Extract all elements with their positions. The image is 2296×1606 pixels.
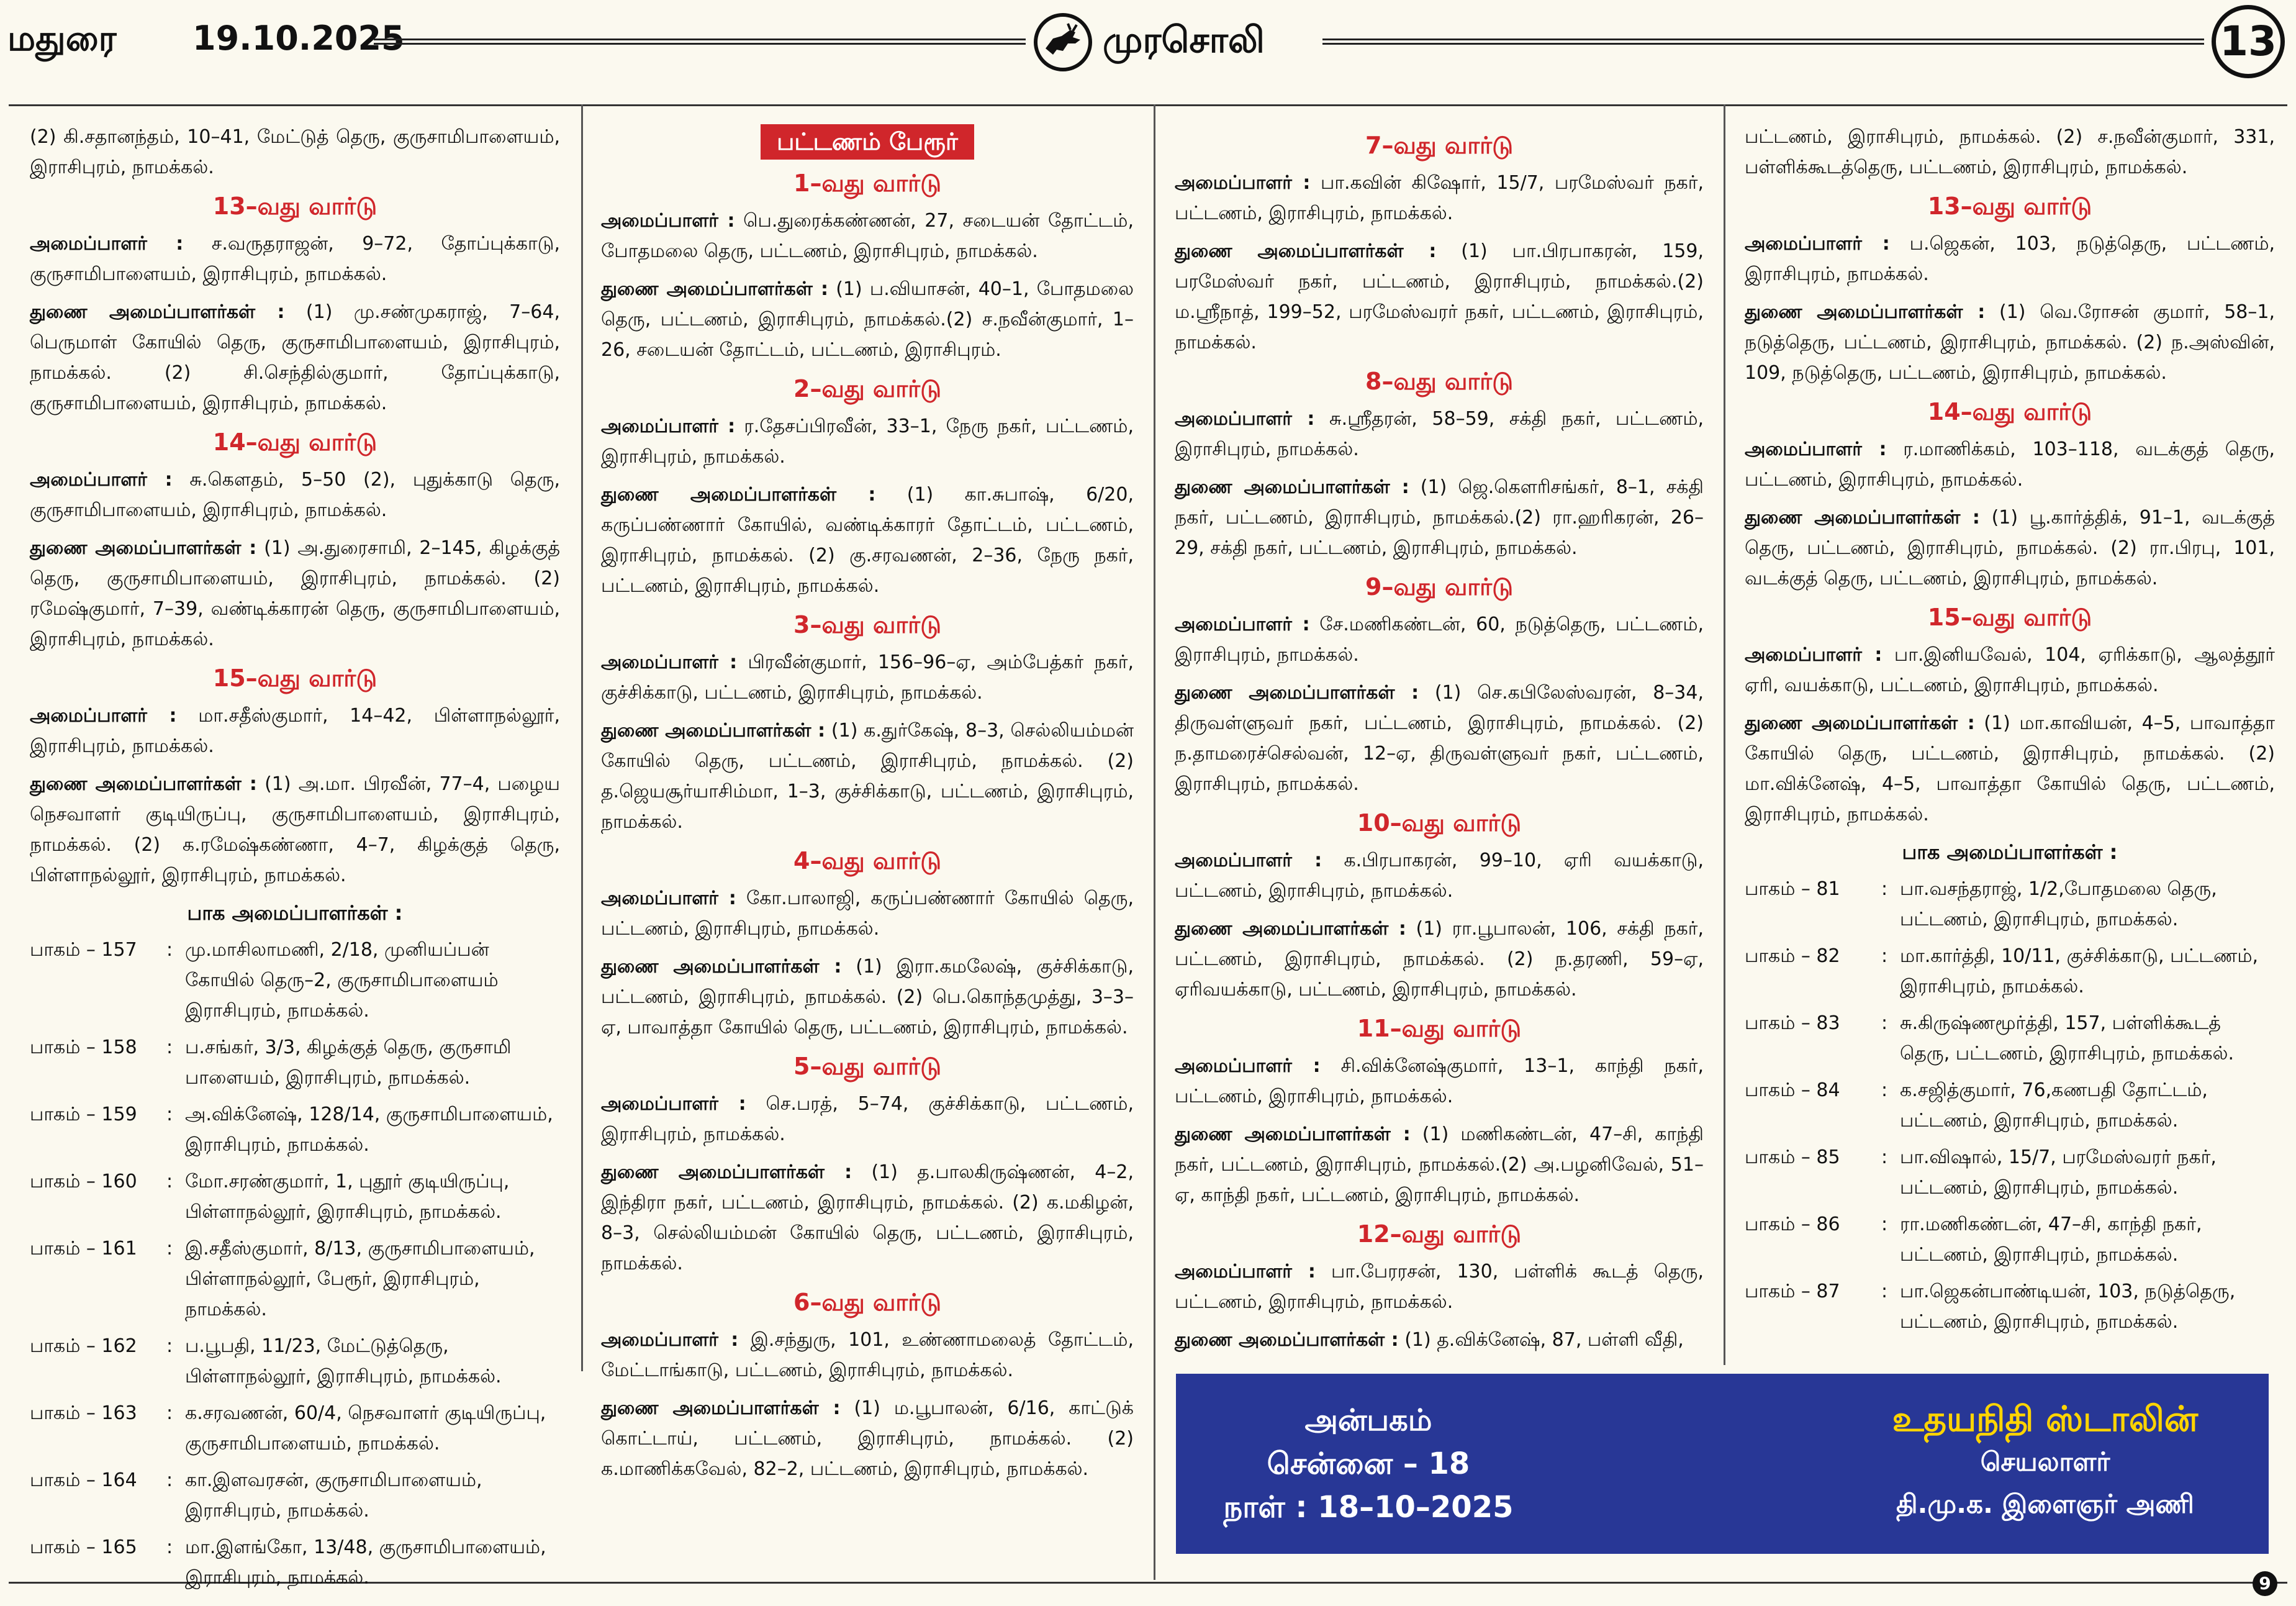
signatory-role: செயலாளர் <box>1980 1446 2110 1477</box>
organiser-text: அமைப்பாளர் : இ.சந்துரு, 101, உண்ணாமலைத் தோட்டம், மேட்டாங்காடு, பட்டணம், இராசிபுரம், நாமக்கல். <box>601 1329 1134 1381</box>
booth-organiser: பா.விஷால், 15/7, பரமேஸ்வரர் நகர், பட்டணம், இராசிபுரம், நாமக்கல். <box>1900 1146 2217 1199</box>
booth-organiser: சு.கிருஷ்ணமூர்த்தி, 157, பள்ளிக்கூடத் தெரு, பட்டணம், இராசிபுரம், நாமக்கல். <box>1900 1012 2234 1064</box>
booth-organiser: மு.மாசிலாமணி, 2/18, முனியப்பன் கோயில் தெரு–2, குருசாமிபாளையம் இராசிபுரம், நாமக்கல். <box>185 939 499 1022</box>
deputy-organisers-text: துணை அமைப்பாளர்கள் : (1) க.துர்கேஷ், 8–3, செல்லியம்மன் கோயில் தெரு, பட்டணம், இராசிபுரம், நாமக்கல். (2) த.ஜெயசூர்யாசிம்மா, 1–3, குச்சிக்காடு, பட்டணம், இராசிபுரம், நாமக்கல். <box>601 720 1134 833</box>
organiser-text: அமைப்பாளர் : சே.மணிகண்டன், 60, நடுத்தெரு, பட்டணம், இராசிபுரம், நாமக்கல். <box>1175 614 1704 666</box>
deputy-organisers-text: துணை அமைப்பாளர்கள் : (1) கா.சுபாஷ், 6/20, கருப்பண்ணார் கோயில், வண்டிக்காரர் தோட்டம், பட்டணம், இராசிபுரம், நாமக்கல். (2) கு.சரவணன், 2–36, நேரு நகர், பட்டணம், இராசிபுரம், நாமக்கல். <box>601 484 1134 597</box>
edition-date: 19.10.2025 <box>192 19 405 58</box>
body-text: (2) கி.சதானந்தம், 10–41, மேட்டுத் தெரு, குருசாமிபாளையம், இராசிபுரம், நாமக்கல். <box>30 126 560 178</box>
bull-logo-icon <box>1032 11 1094 73</box>
organiser-text: அமைப்பாளர் : பெ.துரைக்கண்ணன், 27, சடையன் தோட்டம், போதமலை தெரு, பட்டணம், இராசிபுரம், நாமக்கல். <box>601 210 1134 262</box>
organiser-text: அமைப்பாளர் : பா.பேரரசன், 130, பள்ளிக் கூடத் தெரு, பட்டணம், இராசிபுரம், நாமக்கல். <box>1175 1261 1704 1313</box>
deputy-organisers-text: துணை அமைப்பாளர்கள் : (1) பூ.கார்த்திக், 91–1, வடக்குத் தெரு, பட்டணம், இராசிபுரம், நாமக்கல். (2) ரா.பிரபு, 101, வடக்குத் தெரு, பட்டணம், இராசிபுரம், நாமக்கல். <box>1745 507 2275 589</box>
booth-row: பாகம் – 162 : ப.பூபதி, 11/23, மேட்டுத்தெரு, பிள்ளாநல்லூர், இராசிபுரம், நாமக்கல். <box>30 1331 560 1392</box>
booth-organiser: மா.இளங்கோ, 13/48, குருசாமிபாளையம், இராசிபுரம், நாமக்கல். <box>185 1536 546 1589</box>
deputy-organisers-text: துணை அமைப்பாளர்கள் : (1) த.விக்னேஷ், 87, பள்ளி வீதி, <box>1175 1329 1684 1351</box>
page-number-badge: 13 <box>2212 5 2285 78</box>
edition-city: மதுரை <box>7 19 117 59</box>
booth-row: பாகம் – 164 : கா.இளவரசன், குருசாமிபாளையம், இராசிபுரம், நாமக்கல். <box>30 1465 560 1526</box>
deputy-organisers-text: துணை அமைப்பாளர்கள் : (1) வெ.ரோசன் குமார், 58–1, நடுத்தெரு, பட்டணம், இராசிபுரம், நாமக்கல். (2) ந.அஸ்வின், 109, நடுத்தெரு, பட்டணம், இராசிபுரம், நாமக்கல். <box>1745 301 2275 384</box>
booth-row: பாகம் – 159 : அ.விக்னேஷ், 128/14, குருசாமிபாளையம், இராசிபுரம், நாமக்கல். <box>30 1099 560 1160</box>
footer-page-badge: 9 <box>2253 1571 2277 1596</box>
column-2 <box>601 122 1134 1492</box>
ward-heading: 6–வது வார்டு <box>793 1289 941 1316</box>
deputy-organisers-text: துணை அமைப்பாளர்கள் : (1) மணிகண்டன், 47–சி, காந்தி நகர், பட்டணம், இராசிபுரம், நாமக்கல்.(2) அ.பழனிவேல், 51–ஏ, காந்தி நகர், பட்டணம், இராசிபுரம், நாமக்கல். <box>1175 1123 1704 1206</box>
deputy-organisers-text: துணை அமைப்பாளர்கள் : (1) மு.சண்முகராஜ், 7–64, பெருமாள் கோயில் தெரு, குருசாமிபாளையம், இராசிபுரம், நாமக்கல். (2) சி.செந்தில்குமார், தோப்புக்காடு, குருசாமிபாளையம், இராசிபுரம், நாமக்கல். <box>30 301 560 414</box>
organiser-text: அமைப்பாளர் : சு.ஸ்ரீதரன், 58–59, சக்தி நகர், பட்டணம், இராசிபுரம், நாமக்கல். <box>1175 408 1704 460</box>
masthead <box>0 0 2296 87</box>
organiser-text: அமைப்பாளர் : ப.ஜெகன், 103, நடுத்தெரு, பட்டணம், இராசிபுரம், நாமக்கல். <box>1745 233 2275 285</box>
announcement-office: அன்பகம் <box>1304 1403 1432 1438</box>
deputy-organisers-text: துணை அமைப்பாளர்கள் : (1) அ.மா. பிரவீன், 77–4, பழைய நெசவாளர் குடியிருப்பு, குருசாமிபாளையம், இராசிபுரம், நாமக்கல். (2) க.ரமேஷ்கண்ணா, 4–7, கிழக்குத் தெரு, பிள்ளாநல்லூர், இராசிபுரம், நாமக்கல். <box>30 773 560 886</box>
ward-heading: 10–வது வார்டு <box>1357 809 1522 837</box>
announcement-box <box>1176 1374 2269 1554</box>
booth-row: பாகம் – 87 : பா.ஜெகன்பாண்டியன், 103, நடுத்தெரு, பட்டணம், இராசிபுரம், நாமக்கல். <box>1745 1276 2275 1337</box>
booth-number: பாகம் – 83 <box>1745 1012 1840 1034</box>
body-text: பட்டணம், இராசிபுரம், நாமக்கல். (2) ச.நவீன்குமார், 331, பள்ளிக்கூடத்தெரு, பட்டணம், இராசிபுரம், நாமக்கல். <box>1745 126 2275 178</box>
column-4 <box>1745 122 2275 1343</box>
masthead-rule-right <box>1322 39 2204 45</box>
ward-heading: 15–வது வார்டு <box>212 665 377 692</box>
organiser-text: அமைப்பாளர் : ர.மாணிக்கம், 103–118, வடக்குத் தெரு, பட்டணம், இராசிபுரம், நாமக்கல். <box>1745 438 2275 491</box>
deputy-organisers-text: துணை அமைப்பாளர்கள் : (1) இரா.கமலேஷ், குச்சிக்காடு, பட்டணம், இராசிபுரம், நாமக்கல். (2) பெ.கொந்தமுத்து, 3–3–ஏ, பாவாத்தா கோயில் தெரு, பட்டணம், இராசிபுரம், நாமக்கல். <box>601 956 1134 1038</box>
booth-row: பாகம் – 158 : ப.சங்கர், 3/3, கிழக்குத் தெரு, குருசாமி பாளையம், இராசிபுரம், நாமக்கல். <box>30 1032 560 1093</box>
booth-row: பாகம் – 85 : பா.விஷால், 15/7, பரமேஸ்வரர் நகர், பட்டணம், இராசிபுரம், நாமக்கல். <box>1745 1142 2275 1203</box>
booth-row: பாகம் – 82 : மா.கார்த்தி, 10/11, குச்சிக்காடு, பட்டணம், இராசிபுரம், நாமக்கல். <box>1745 941 2275 1002</box>
booth-number: பாகம் – 159 <box>30 1104 137 1125</box>
booth-number: பாகம் – 160 <box>30 1171 137 1192</box>
booth-row: பாகம் – 163 : க.சரவணன், 60/4, நெசவாளர் குடியிருப்பு, குருசாமிபாளையம், நாமக்கல். <box>30 1398 560 1459</box>
booth-row: பாகம் – 165 : மா.இளங்கோ, 13/48, குருசாமிபாளையம், இராசிபுரம், நாமக்கல். <box>30 1532 560 1593</box>
booth-number: பாகம் – 162 <box>30 1335 137 1357</box>
organiser-text: அமைப்பாளர் : ச.வருதராஜன், 9–72, தோப்புக்காடு, குருசாமிபாளையம், இராசிபுரம், நாமக்கல். <box>30 233 560 285</box>
booth-number: பாகம் – 161 <box>30 1238 137 1259</box>
booth-organisers-heading: பாக அமைப்பாளர்கள் : <box>187 901 403 925</box>
booth-number: பாகம் – 163 <box>30 1402 137 1424</box>
column-3 <box>1175 122 1704 1363</box>
booth-row: பாகம் – 83 : சு.கிருஷ்ணமூர்த்தி, 157, பள்ளிக்கூடத் தெரு, பட்டணம், இராசிபுரம், நாமக்கல். <box>1745 1008 2275 1069</box>
booth-number: பாகம் – 165 <box>30 1536 137 1558</box>
booth-number: பாகம் – 84 <box>1745 1079 1840 1101</box>
ward-heading: 11–வது வார்டு <box>1357 1015 1522 1042</box>
deputy-organisers-text: துணை அமைப்பாளர்கள் : (1) ப.வியாசன், 40–1, போதமலை தெரு, பட்டணம், இராசிபுரம், நாமக்கல்.(2) ச.நவீன்குமார், 1–26, சடையன் தோட்டம், பட்டணம், இராசிபுரம். <box>601 278 1134 361</box>
organiser-text: அமைப்பாளர் : ர.தேசப்பிரவீன், 33–1, நேரு நகர், பட்டணம், இராசிபுரம், நாமக்கல். <box>601 415 1134 468</box>
booth-list <box>30 935 560 1593</box>
organiser-text: அமைப்பாளர் : செ.பரத், 5–74, குச்சிக்காடு, பட்டணம், இராசிபுரம், நாமக்கல். <box>601 1093 1134 1145</box>
announcement-place-date <box>1176 1399 1561 1529</box>
organiser-text: அமைப்பாளர் : சு.கௌதம், 5–50 (2), புதுக்காடு தெரு, குருசாமிபாளையம், இராசிபுரம், நாமக்கல். <box>30 469 560 521</box>
booth-organiser: கா.இளவரசன், குருசாமிபாளையம், இராசிபுரம், நாமக்கல். <box>185 1469 482 1522</box>
ward-heading: 3–வது வார்டு <box>793 611 941 638</box>
deputy-organisers-text: துணை அமைப்பாளர்கள் : (1) அ.துரைசாமி, 2–145, கிழக்குத் தெரு, குருசாமிபாளையம், இராசிபுரம், நாமக்கல். (2) ரமேஷ்குமார், 7–39, வண்டிக்காரன் தெரு, குருசாமிபாளையம், இராசிபுரம், நாமக்கல். <box>30 537 560 650</box>
booth-organiser: ரா.மணிகண்டன், 47–சி, காந்தி நகர், பட்டணம், இராசிபுரம், நாமக்கல். <box>1900 1214 2202 1266</box>
booth-row: பாகம் – 160 : மோ.சரண்குமார், 1, புதூர் குடியிருப்பு, பிள்ளாநல்லூர், இராசிபுரம், நாமக்கல். <box>30 1166 560 1227</box>
booth-organiser: அ.விக்னேஷ், 128/14, குருசாமிபாளையம், இராசிபுரம், நாமக்கல். <box>185 1104 553 1156</box>
signatory-name: உதயநிதி ஸ்டாலின் <box>1892 1399 2199 1440</box>
deputy-organisers-text: துணை அமைப்பாளர்கள் : (1) த.பாலகிருஷ்ணன், 4–2, இந்திரா நகர், பட்டணம், இராசிபுரம், நாமக்கல். (2) க.மகிழன், 8–3, செல்லியம்மன் கோயில் தெரு, பட்டணம், இராசிபுரம், நாமக்கல். <box>601 1161 1134 1274</box>
organiser-text: அமைப்பாளர் : சி.விக்னேஷ்குமார், 13–1, காந்தி நகர், பட்டணம், இராசிபுரம், நாமக்கல். <box>1175 1055 1704 1107</box>
announcement-signatory <box>1846 1399 2244 1525</box>
booth-organiser: க.சரவணன், 60/4, நெசவாளர் குடியிருப்பு, குருசாமிபாளையம், நாமக்கல். <box>185 1402 546 1454</box>
ward-heading: 8–வது வார்டு <box>1365 368 1513 395</box>
deputy-organisers-text: துணை அமைப்பாளர்கள் : (1) செ.கபிலேஸ்வரன், 8–34, திருவள்ளுவர் நகர், பட்டணம், இராசிபுரம், நாமக்கல். (2) ந.தாமரைச்செல்வன், 12–ஏ, திருவள்ளுவர் நகர், பட்டணம், இராசிபுரம், நாமக்கல். <box>1175 682 1704 795</box>
booth-row: பாகம் – 161 : இ.சதீஸ்குமார், 8/13, குருசாமிபாளையம், பிள்ளாநல்லூர், பேரூர், இராசிபுரம், நாமக்கல். <box>30 1233 560 1325</box>
booth-organiser: மோ.சரண்குமார், 1, புதூர் குடியிருப்பு, பிள்ளாநல்லூர், இராசிபுரம், நாமக்கல். <box>185 1171 510 1223</box>
ward-heading: 7–வது வார்டு <box>1365 132 1513 159</box>
deputy-organisers-text: துணை அமைப்பாளர்கள் : (1) ஜெ.கௌரிசங்கர், 8–1, சக்தி நகர், பட்டணம், இராசிபுரம், நாமக்கல்.(2) ரா.ஹரிகரன், 26–29, சக்தி நகர், பட்டணம், இராசிபுரம், நாமக்கல். <box>1175 476 1704 559</box>
announcement-city: சென்னை – 18 <box>1267 1446 1470 1481</box>
ward-heading: 12–வது வார்டு <box>1357 1220 1522 1248</box>
deputy-organisers-text: துணை அமைப்பாளர்கள் : (1) ரா.பூபாலன், 106, சக்தி நகர், பட்டணம், இராசிபுரம், நாமக்கல். (2) ந.தரணி, 59–ஏ, ஏரிவயக்காடு, பட்டணம், இராசிபுரம், நாமக்கல். <box>1175 918 1704 1000</box>
section-label <box>601 124 1134 160</box>
booth-organiser: ப.சங்கர், 3/3, கிழக்குத் தெரு, குருசாமி பாளையம், இராசிபுரம், நாமக்கல். <box>185 1037 512 1089</box>
signatory-organisation: தி.மு.க. இளைஞர் அணி <box>1896 1489 2194 1519</box>
booth-organiser: ப.பூபதி, 11/23, மேட்டுத்தெரு, பிள்ளாநல்லூர், இராசிபுரம், நாமக்கல். <box>185 1335 502 1387</box>
organiser-text: அமைப்பாளர் : க.பிரபாகரன், 99–10, ஏரி வயக்காடு, பட்டணம், இராசிபுரம், நாமக்கல். <box>1175 850 1704 902</box>
organiser-text: அமைப்பாளர் : பா.கவின் கிஷோர், 15/7, பரமேஸ்வர் நகர், பட்டணம், இராசிபுரம், நாமக்கல். <box>1175 172 1704 224</box>
ward-heading: 1–வது வார்டு <box>793 170 941 197</box>
booth-row: பாகம் – 86 : ரா.மணிகண்டன், 47–சி, காந்தி நகர், பட்டணம், இராசிபுரம், நாமக்கல். <box>1745 1209 2275 1270</box>
booth-organiser: க.சஜித்குமார், 76,கணபதி தோட்டம், பட்டணம், இராசிபுரம், நாமக்கல். <box>1900 1079 2208 1132</box>
ward-heading: 9–வது வார்டு <box>1365 573 1513 601</box>
ward-heading: 14–வது வார்டு <box>1927 398 2092 425</box>
booth-row: பாகம் – 84 : க.சஜித்குமார், 76,கணபதி தோட்டம், பட்டணம், இராசிபுரம், நாமக்கல். <box>1745 1075 2275 1136</box>
ward-heading: 4–வது வார்டு <box>793 847 941 874</box>
section-title: பட்டணம் பேரூர் <box>761 124 974 160</box>
newspaper-name: முரசொலி <box>1103 19 1265 61</box>
deputy-organisers-text: துணை அமைப்பாளர்கள் : (1) பா.பிரபாகரன், 159, பரமேஸ்வர் நகர், பட்டணம், இராசிபுரம், நாமக்கல்.(2) ம.ஸ்ரீநாத், 199–52, பரமேஸ்வரர் நகர், பட்டணம், இராசிபுரம், நாமக்கல். <box>1175 240 1704 353</box>
ward-heading: 2–வது வார்டு <box>793 375 941 402</box>
booth-number: பாகம் – 85 <box>1745 1146 1840 1168</box>
announcement-date: நாள் : 18–10–2025 <box>1223 1490 1514 1525</box>
column-divider <box>581 104 583 1371</box>
ward-heading: 13–வது வார்டு <box>212 193 377 220</box>
organiser-text: அமைப்பாளர் : மா.சதீஸ்குமார், 14–42, பிள்ளாநல்லூர், இராசிபுரம், நாமக்கல். <box>30 705 560 757</box>
booth-number: பாகம் – 157 <box>30 939 137 961</box>
deputy-organisers-text: துணை அமைப்பாளர்கள் : (1) ம.பூபாலன், 6/16, காட்டுக் கொட்டாய், பட்டணம், இராசிபுரம், நாமக்கல். (2) க.மாணிக்கவேல், 82–2, பட்டணம், இராசிபுரம், நாமக்கல். <box>601 1397 1134 1480</box>
ward-heading: 5–வது வார்டு <box>793 1053 941 1080</box>
booth-number: பாகம் – 82 <box>1745 945 1840 967</box>
column-divider <box>1724 104 1725 1365</box>
organiser-text: அமைப்பாளர் : கோ.பாலாஜி, கருப்பண்ணார் கோயில் தெரு, பட்டணம், இராசிபுரம், நாமக்கல். <box>601 887 1134 940</box>
deputy-organisers-text: துணை அமைப்பாளர்கள் : (1) மா.காவியன், 4–5, பாவாத்தா கோயில் தெரு, பட்டணம், இராசிபுரம், நாமக்கல். (2) மா.விக்னேஷ், 4–5, பாவாத்தா கோயில் தெரு, பட்டணம், இராசிபுரம், நாமக்கல். <box>1745 712 2275 825</box>
masthead-rule-left <box>374 39 1026 45</box>
booth-row: பாகம் – 81 : பா.வசந்தராஜ், 1/2,போதமலை தெரு, பட்டணம், இராசிபுரம், நாமக்கல். <box>1745 874 2275 935</box>
column-1 <box>30 122 560 1599</box>
organiser-text: அமைப்பாளர் : பா.இனியவேல், 104, ஏரிக்காடு, ஆலத்தூர் ஏரி, வயக்காடு, பட்டணம், இராசிபுரம், நாமக்கல். <box>1745 644 2275 696</box>
booth-number: பாகம் – 164 <box>30 1469 137 1491</box>
booth-organiser: பா.வசந்தராஜ், 1/2,போதமலை தெரு, பட்டணம், இராசிபுரம், நாமக்கல். <box>1900 878 2217 930</box>
ward-heading: 14–வது வார்டு <box>212 429 377 456</box>
booth-organiser: இ.சதீஸ்குமார், 8/13, குருசாமிபாளையம், பிள்ளாநல்லூர், பேரூர், இராசிபுரம், நாமக்கல். <box>185 1238 535 1320</box>
booth-organisers-heading: பாக அமைப்பாளர்கள் : <box>1902 840 2118 864</box>
column-divider <box>1154 104 1155 1580</box>
booth-number: பாகம் – 86 <box>1745 1214 1840 1235</box>
booth-organiser: மா.கார்த்தி, 10/11, குச்சிக்காடு, பட்டணம், இராசிபுரம், நாமக்கல். <box>1900 945 2259 997</box>
booth-number: பாகம் – 81 <box>1745 878 1840 900</box>
ward-heading: 15–வது வார்டு <box>1927 604 2092 631</box>
booth-row: பாகம் – 157 : மு.மாசிலாமணி, 2/18, முனியப்பன் கோயில் தெரு–2, குருசாமிபாளையம் இராசிபுரம், நாமக்கல். <box>30 935 560 1026</box>
organiser-text: அமைப்பாளர் : பிரவீன்குமார், 156–96–ஏ, அம்பேத்கர் நகர், குச்சிக்காடு, பட்டணம், இராசிபுரம், நாமக்கல். <box>601 651 1134 704</box>
booth-number: பாகம் – 158 <box>30 1037 137 1058</box>
booth-number: பாகம் – 87 <box>1745 1281 1840 1302</box>
booth-organiser: பா.ஜெகன்பாண்டியன், 103, நடுத்தெரு, பட்டணம், இராசிபுரம், நாமக்கல். <box>1900 1281 2236 1333</box>
booth-list <box>1745 874 2275 1337</box>
ward-heading: 13–வது வார்டு <box>1927 193 2092 220</box>
